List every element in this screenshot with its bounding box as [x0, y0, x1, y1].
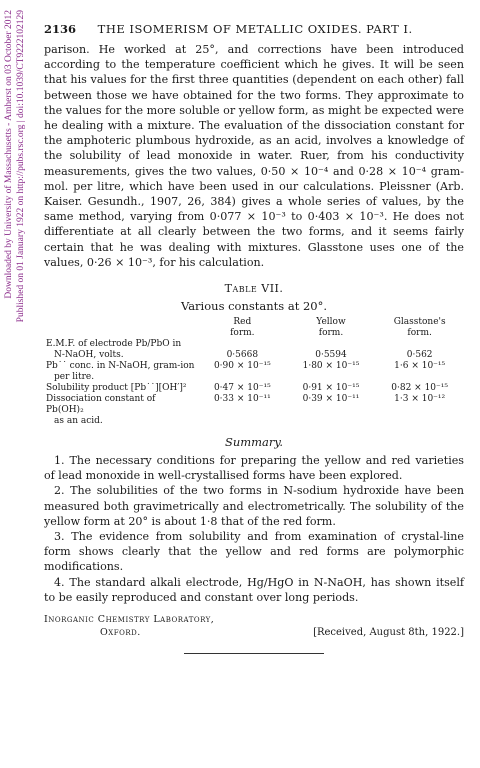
page-number: 2136	[44, 22, 77, 36]
column-header-yellow-text: Yellow form.	[316, 317, 346, 339]
article-footer	[44, 613, 464, 643]
table-row	[44, 383, 464, 394]
table-row	[44, 339, 464, 361]
laboratory-name: Inorganic Chemistry Laboratory,	[44, 614, 215, 626]
column-header-red-text: Red form.	[230, 317, 255, 339]
summary-heading: Summary.	[224, 435, 284, 450]
row-label	[44, 361, 198, 383]
table-header-row	[44, 317, 464, 339]
table-subtitle: Various constants at 20°.	[180, 299, 328, 314]
cell-red: 0·47 × 10⁻¹⁵	[213, 383, 271, 394]
received-date: [Received, August 8th, 1922.]	[313, 627, 464, 639]
constants-table	[44, 317, 464, 427]
summary-item: 3. The evidence from solubility and from examination of crystal-line form shows clearly that the yellow and red forms are polymorphic modifications.	[44, 530, 464, 574]
row-label	[44, 339, 198, 361]
cell-yellow-value: 0·5594	[315, 350, 347, 361]
cell-yellow: 1·80 × 10⁻¹⁵	[302, 361, 360, 372]
table-row	[44, 394, 464, 427]
row-label	[44, 394, 198, 427]
running-title: THE ISOMERISM OF METALLIC OXIDES. PART I.	[97, 22, 413, 36]
column-header-yellow	[287, 317, 376, 339]
summary-item: 1. The necessary conditions for preparing the yellow and red varieties of lead monoxide in well-crystallised forms have been explored.	[44, 454, 464, 483]
column-header-red	[198, 317, 287, 339]
cell-glasstone: 1·3 × 10⁻¹²	[394, 394, 446, 405]
cell-red-value: 0·5668	[226, 350, 259, 361]
cell-red	[198, 339, 287, 361]
row-label-line1: Dissociation constant of Pb(OH)₂	[46, 394, 156, 416]
row-label-line2: as an acid.	[54, 416, 103, 427]
cell-yellow: 0·91 × 10⁻¹⁵	[302, 383, 360, 394]
download-watermark	[2, 10, 28, 630]
end-rule	[184, 653, 324, 654]
running-header	[44, 22, 464, 36]
row-label-line2: N-NaOH, volts.	[54, 350, 124, 361]
page-content	[44, 22, 464, 654]
column-header-glasstone-text: Glasstone's form.	[393, 317, 446, 339]
table-header-blank	[44, 317, 198, 339]
row-label-line1: E.M.F. of electrode Pb/PbO in	[46, 339, 182, 350]
row-label-line1: Pb˙˙ conc. in N-NaOH, gram-ion	[46, 361, 195, 372]
publication-notice: Published on 01 January 1922 on http://pubs.rsc.org | doi:10.1039/CT9222102129	[16, 10, 26, 323]
cell-yellow: 0·39 × 10⁻¹¹	[302, 394, 360, 405]
laboratory-city: Oxford.	[100, 627, 141, 639]
cell-yellow	[287, 339, 376, 361]
cell-glasstone	[375, 339, 464, 361]
table-caption: Table VII.	[224, 282, 284, 296]
cell-glasstone-value: 0·562	[406, 350, 433, 361]
download-notice: Downloaded by University of Massachusetts - Amherst on 03 October 2012	[4, 10, 14, 299]
column-header-glasstone	[375, 317, 464, 339]
cell-glasstone: 1·6 × 10⁻¹⁵	[394, 361, 446, 372]
row-label	[44, 383, 198, 394]
row-label-line2: per litre.	[54, 372, 95, 383]
summary-item: 4. The standard alkali electrode, Hg/HgO in N-NaOH, has shown itself to be easily reproduced and constant over long periods.	[44, 575, 464, 604]
cell-glasstone: 0·82 × 10⁻¹⁵	[391, 383, 449, 394]
cell-red: 0·90 × 10⁻¹⁵	[213, 361, 271, 372]
cell-red: 0·33 × 10⁻¹¹	[213, 394, 271, 405]
body-paragraph: parison. He worked at 25°, and corrections have been introduced according to the temperature coefficient which he gives. It will be seen that his values for the first three quantities (dependent on each other) fall between those we have obtained for the two forms. They approximate to the values for the more soluble or yellow form, as might be expected were he dealing with a mixture. The evaluation of the dissociation constant for the amphoteric plumbous hydroxide, as an acid, involves a knowledge of the solubility of lead monoxide in water. Ruer, from his conductivity measurements, gives the two values, 0·50 × 10⁻⁴ and 0·28 × 10⁻⁴ gram-mol. per litre, which have been used in our calculations. Pleissner (Arb. Kaiser. Gesundh., 1907, 26, 384) gives a whole series of values, by the same method, varying from 0·077 × 10⁻³ to 0·403 × 10⁻³. He does not differentiate at all clearly between the two forms, and it seems fairly certain that he was dealing with mixtures. Glasstone uses one of the values, 0·26 × 10⁻³, for his calculation.	[44, 43, 464, 269]
table-row	[44, 361, 464, 383]
row-label-line1: Solubility product [Pb˙˙][OH′]²	[46, 383, 187, 394]
summary-item: 2. The solubilities of the two forms in N-sodium hydroxide have been measured both gravimetrically and electrometrically. The solubility of the yellow form at 20° is about 1·8 that of the red form.	[44, 484, 464, 528]
